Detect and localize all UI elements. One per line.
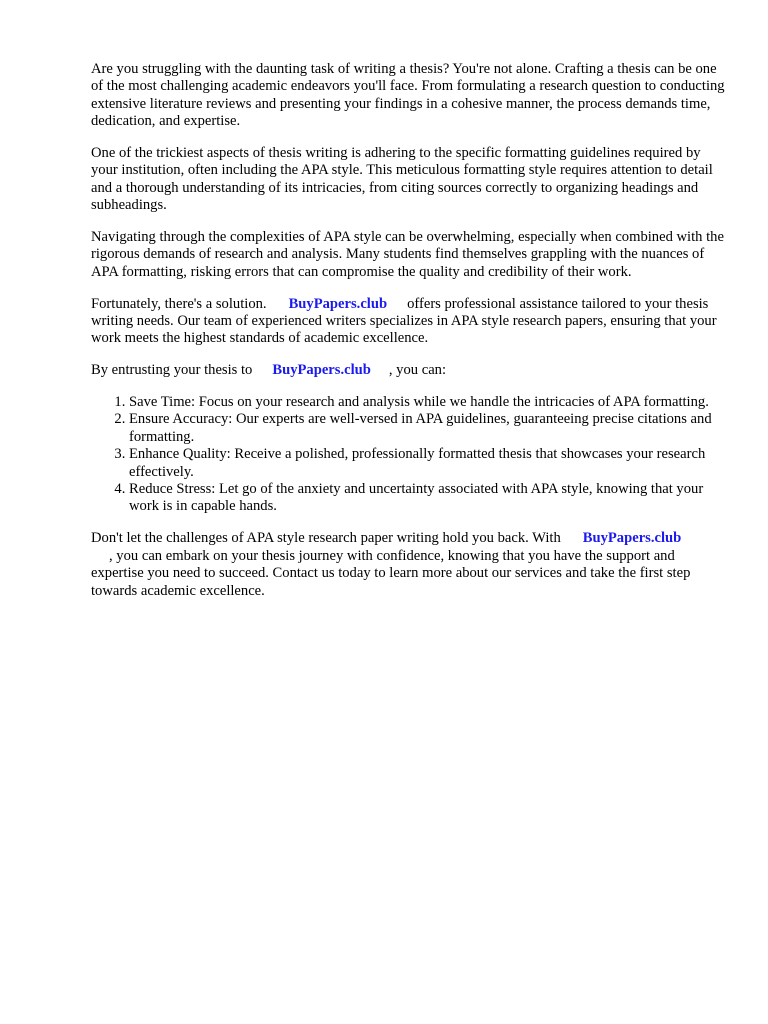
- solution-text-before: Fortunately, there's a solution.: [91, 295, 267, 312]
- list-item: 4. Reduce Stress: Let go of the anxiety and uncertainty associated with APA style, knowing that your work is in capable hands.: [129, 481, 725, 516]
- list-item: 2. Ensure Accuracy: Our experts are well-versed in APA guidelines, guaranteeing precise citations and formatting.: [129, 411, 725, 446]
- solution-text-after: offers professional assistance tailored to your thesis writing needs. Our team of experienced writers specializes in APA style research papers, ensuring that your work meets the highest standards of academic excellence.: [91, 295, 717, 347]
- entrust-paragraph: [91, 362, 725, 379]
- closing-text-before: Don't let the challenges of APA style research paper writing hold you back. With: [91, 530, 561, 547]
- entrust-text-before: By entrusting your thesis to: [91, 362, 253, 379]
- closing-paragraph: [91, 530, 725, 600]
- closing-text-after: , you can embark on your thesis journey with confidence, knowing that you have the support and expertise you need to succeed. Contact us today to learn more about our services and take the first step towards academic excellence.: [91, 547, 691, 599]
- buypapers-link-1[interactable]: BuyPapers.club: [288, 295, 388, 312]
- solution-paragraph: [91, 296, 725, 348]
- intro-paragraph: Are you struggling with the daunting task of writing a thesis? You're not alone. Crafting a thesis can be one of the most challenging academic endeavors you'll face. From formulating a research question to conducting extensive literature reviews and presenting your findings in a cohesive manner, the process demands time, dedication, and expertise.: [91, 61, 725, 130]
- apa-challenge-paragraph: Navigating through the complexities of APA style can be overwhelming, especially when combined with the rigorous demands of research and analysis. Many students find themselves grappling with the nuances of APA formatting, risking errors that can compromise the quality and credibility of their work.: [91, 229, 724, 280]
- buypapers-link-2[interactable]: BuyPapers.club: [272, 362, 371, 379]
- document-body: [91, 61, 725, 614]
- formatting-paragraph: One of the trickiest aspects of thesis writing is adhering to the specific formatting guidelines required by your institution, often including the APA style. This meticulous formatting style requires attention to detail and a thorough understanding of its intricacies, from citing sources correctly to organizing headings and subheadings.: [91, 145, 713, 214]
- list-item: 1. Save Time: Focus on your research and analysis while we handle the intricacies of APA formatting.: [129, 394, 725, 411]
- list-item: 3. Enhance Quality: Receive a polished, professionally formatted thesis that showcases your research effectively.: [129, 446, 725, 481]
- buypapers-link-3[interactable]: BuyPapers.club: [582, 530, 682, 547]
- entrust-text-after: , you can:: [388, 362, 447, 379]
- benefits-list: [91, 394, 725, 516]
